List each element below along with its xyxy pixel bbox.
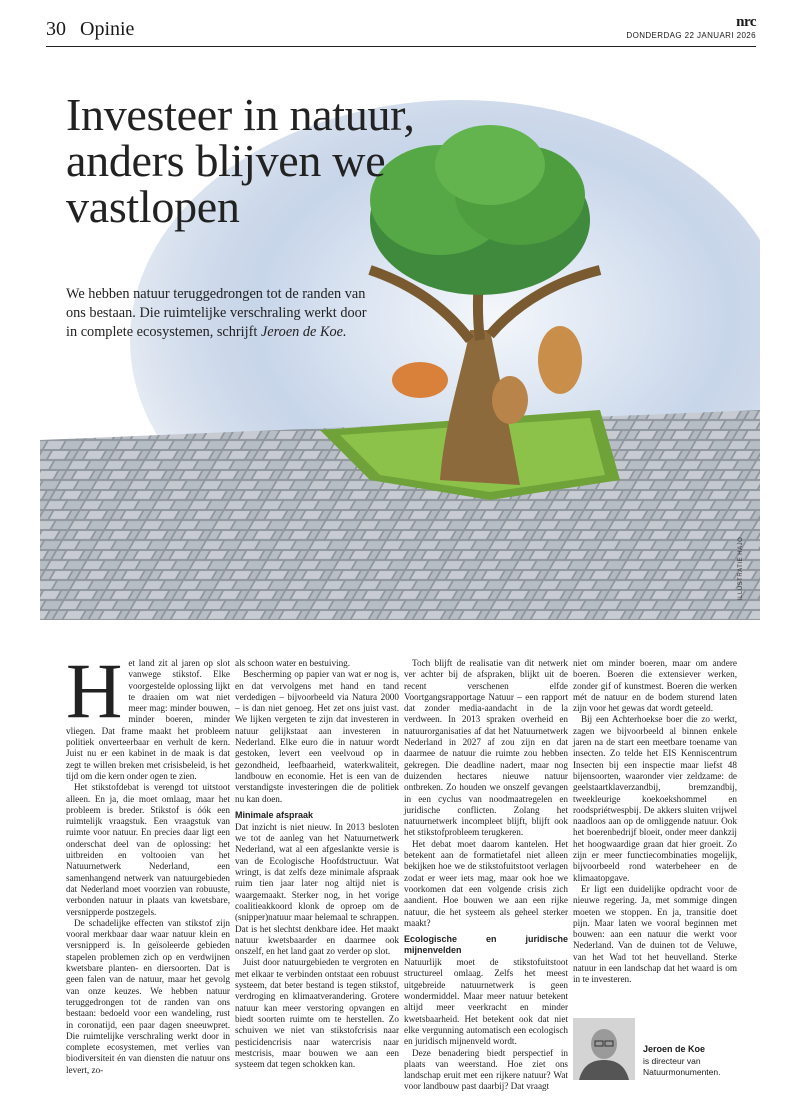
issue-date: DONDERDAG 22 JANUARI 2026 bbox=[626, 31, 756, 40]
column-3 bbox=[404, 658, 568, 1093]
paragraph: et land zit al jaren op slot vanwege stikstof. Elke voorgestelde oplossing lijkt te draaien om wat niet meer mag: minder bouwen, minder boeren, minder vliegen. Dat frame maakt het probleem politiek onverteerbaar en verhult de kern. Juist nu er een kabinet in de maak is dat zegt te willen breken met crisisbeleid, is het tijd om die kern onder ogen te zien. bbox=[66, 658, 230, 781]
column-1 bbox=[66, 647, 230, 1076]
paragraph: Er ligt een duidelijke opdracht voor de nieuwe regering. Ja, met sommige dingen moeten we stoppen. En ja, transitie doet pijn. Maar laten we vooral beginnen met bouwen: aan een natuur die werkt voor Nederland. Van de duinen tot de Veluwe, van het Wad tot het heuvelland. Sterke natuur in een landschap dat het waard is om in te investeren. bbox=[573, 883, 737, 985]
illustration-credit: ILLUSTRATIE HAJO bbox=[738, 536, 744, 600]
paragraph: Bij een Achterhoekse boer die zo werkt, zagen we bijvoorbeeld al binnen enkele jaren na de start een meetbare toename van insecten. Zo telde het EIS Kenniscentrum Insecten bij een inspectie maar liefst 48 bijensoorten, waaronder vier zeldzame: de geelstaartklaverzandbij, bremzandbij, tweekleurige koekoekshommel en roodspriétwespbij. De akkers sluiten vrijwel naadloos aan op de omliggende natuur. Ook het boerenbedrijf bloeit, onder meer dankzij het hoogwaardige graan dat hier groeit. Zo zijn er meer functiecombinaties mogelijk, bijvoorbeeld rond waterbeheer en de klimaatopgave. bbox=[573, 714, 737, 883]
paragraph: als schoon water en bestuiving. bbox=[235, 658, 351, 668]
subheading: Minimale afspraak bbox=[235, 809, 314, 820]
paragraph: Het stikstofdebat is verengd tot uitstoot alleen. En ja, die moet omlaag, maar het probleem is breder. Stikstof is óók een ruimtelijk vraagstuk. Een vraagstuk van ruimte voor natuur. En precies daar ligt een onderschat deel van de oplossing: het uitbreiden en voltooien van het Natuurnetwerk Nederland, een samenhangend netwerk van natuurgebieden dat Nederland moet voorzien van robuuste, verbonden natuur in plaats van kwetsbare, versnipperde postzegels. bbox=[66, 782, 230, 917]
newspaper-logo: nrc bbox=[736, 14, 756, 30]
paragraph: De schadelijke effecten van stikstof zijn vooral merkbaar daar waar natuur klein en versnipperd is. In geïsoleerde gebieden stapelen problemen zich op en verdwijnen kwetsbare planten- en diersoorten. Dat is geen falen van de natuur, maar het gevolg van onze keuzes. We hebben natuur teruggedrongen tot de randen van ons bestaan: bedoeld voor een wandeling, rust in coronatijd, een paar dagen sneeuwpret. Die ruimtelijke verschraling werkt door in complete ecosystemen, met verlies van biodiversiteit én van diensten die natuur ons levert, zo- bbox=[66, 917, 230, 1075]
column-2 bbox=[235, 658, 399, 1070]
paragraph: Het debat moet daarom kantelen. Het betekent aan de formatietafel niet alleen bekijken hoe we de stikstofuitstoot verlagen zodat er weer iets mag, maar ook hoe we voorkomen dat een volgende crisis zich aandient. Hoe bouwen we aan een rijke natuur, die het systeem als geheel sterker maakt? bbox=[404, 838, 568, 928]
page-number: 30 bbox=[46, 18, 66, 40]
paragraph: Juist door natuurgebieden te vergroten en met elkaar te verbinden ontstaat een robuust systeem, dat beter bestand is tegen stikstof, verdroging en klimaatverandering. Grotere natuur kan meer verstoring opvangen en biedt soorten ruimte om te herstellen. Zo schuiven we niet van stikstofcrisis naar pesticidencrisis naar watercrisis naar mestcrisis, maar bouwen we aan een systeem dat tegen schokken kan. bbox=[235, 957, 399, 1070]
column-4 bbox=[573, 658, 737, 986]
author-photo bbox=[573, 1018, 635, 1080]
author-box bbox=[573, 1018, 753, 1080]
paragraph: Deze benadering biedt perspectief in plaats van weerstand. Hoe ziet ons landschap eruit met een rijkere natuur? Wat voor landbouw past daarbij? Dat vraagt bbox=[404, 1047, 568, 1092]
author-portrait-icon bbox=[573, 1018, 635, 1080]
section-title: Opinie bbox=[80, 18, 135, 40]
author-name: Jeroen de Koe bbox=[643, 1044, 706, 1054]
paragraph: Natuurlijk moet de stikstofuitstoot structureel omlaag. Zelfs het meest uitgebreide natuurnetwerk is geen wondermiddel. Maar meer natuur betekent altijd meer veerkracht en minder kwetsbaarheid. Het betekent ook dat niet elke vergunning automatisch een ecologisch en juridisch mijnenveld wordt. bbox=[404, 957, 568, 1047]
author-bio: is directeur van Natuurmonumenten. bbox=[643, 1056, 721, 1077]
drop-cap: H bbox=[66, 647, 123, 734]
lead-author: Jeroen de Koe. bbox=[260, 324, 347, 340]
paragraph: niet om minder boeren, maar om andere boeren. Boeren die extensiever werken, zonder gif of kunstmest. Boeren die werken mét de natuur en de bodem sturend laten zijn voor het gewas dat wordt geteeld. bbox=[573, 658, 737, 714]
headline: Investeer in natuur, anders blijven we vastlopen bbox=[66, 89, 415, 232]
paragraph: Toch blijft de realisatie van dit netwerk ver achter bij de afspraken, blijkt uit de recent verschenen elfde Voortgangsrapportage Natuur – een rapport dat zonder media-aandacht in de la verdween. In 2013 spraken overheid en natuurorganisaties af dat het Natuurnetwerk Nederland in 2027 af zou zijn en dat daarmee de natuur die ruimte zou hebben gekregen. Die deadline nadert, maar nog duizenden hectares nieuwe natuur ontbreken. Zo houden we onszelf gevangen in een cyclus van noodmaatregelen en juridische conflicten. Zolang het natuurnetwerk incompleet blijft, blijft ook het stikstofprobleem terugkeren. bbox=[404, 658, 568, 838]
paragraph: Dat inzicht is niet nieuw. In 2013 besloten we tot de aanleg van het Natuurnetwerk Nederland, wat al een afgeslankte versie is van de Ecologische Hoofdstructuur. Wat wringt, is dat zelfs deze minimale afspraak ruim tien jaar later nog altijd niet is waargemaakt. Sterker nog, in het vorige coalitieakkoord klonk de oproep om de (snipper)natuur maar helemaal te schrappen. Dat is het slechtst denkbare idee. Het maakt natuur kwetsbaarder en daarmee ook onszelf, en het land gaat zo verder op slot. bbox=[235, 821, 399, 957]
subheading: Ecologische en juridische mijnenvelden bbox=[404, 934, 568, 956]
paragraph: Bescherming op papier van wat er nog is, en dat vervolgens met hand en tand verdedigen – bijvoorbeeld via Natura 2000 – is dan niet genoeg. Het zet ons juist vast. We lijken vergeten te zijn dat investeren in natuur gelijkstaat aan investeren in Nederland. Elke euro die in natuur wordt gestoken, levert een veelvoud op in gezondheid, leefbaarheid, waterkwaliteit, landbouw en economie. Het is een van de verstandigste investeringen die de politiek nu kan doen. bbox=[235, 669, 399, 804]
lead-text: We hebben natuur teruggedrongen tot de randen van ons bestaan. Die ruimtelijke verschraling werkt door in complete ecosystemen, schrijft bbox=[66, 286, 367, 340]
page-header bbox=[46, 14, 756, 47]
lead-paragraph bbox=[66, 285, 376, 342]
